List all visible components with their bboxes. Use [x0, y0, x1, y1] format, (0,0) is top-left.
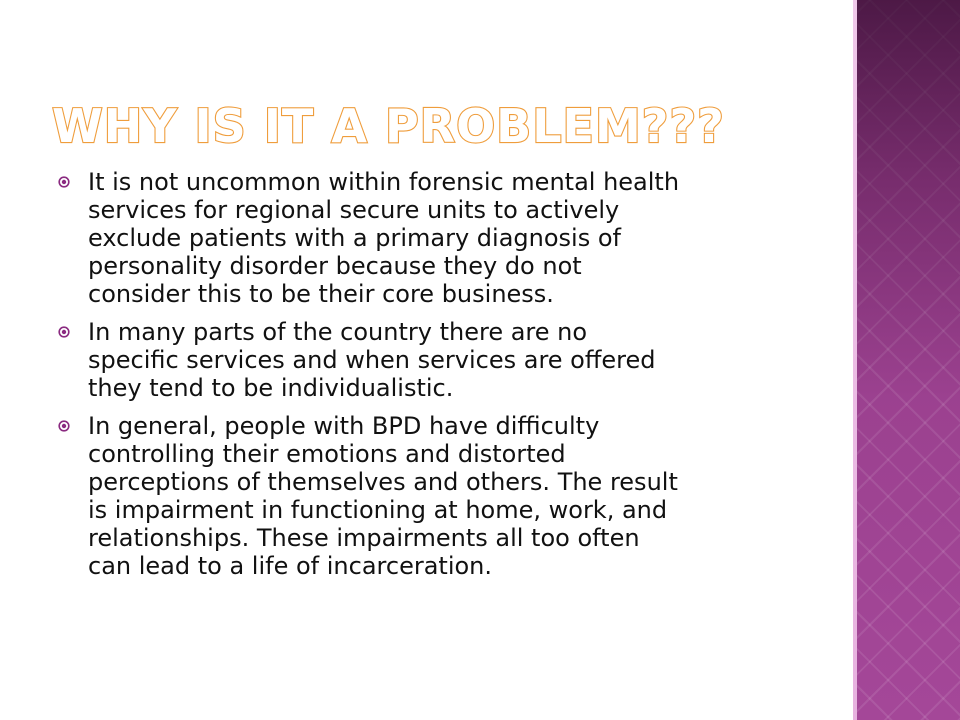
bullet-line: In many parts of the country there are no	[88, 318, 588, 346]
circled-dot-bullet-icon	[58, 326, 70, 338]
bullet-line: consider this to be their core business.	[88, 280, 554, 308]
slide-title-text: WHY IS IT A PROBLEM???	[52, 99, 725, 153]
bullet-line: services for regional secure units to actively	[88, 196, 620, 224]
circled-dot-bullet-icon	[58, 176, 70, 188]
slide-title	[50, 92, 725, 154]
side-panel-edge	[853, 0, 857, 720]
bullet-line: relationships. These impairments all too often	[88, 524, 640, 552]
bullet-line: is impairment in functioning at home, work, and	[88, 496, 668, 524]
bullet-line: It is not uncommon within forensic mental health	[88, 168, 680, 196]
decorative-side-panel	[853, 0, 960, 720]
bullet-item	[52, 318, 812, 402]
bullet-line: personality disorder because they do not	[88, 252, 582, 280]
bullet-line: can lead to a life of incarceration.	[88, 552, 493, 580]
bullet-item	[52, 168, 812, 308]
bullet-line: In general, people with BPD have difficulty	[88, 412, 600, 440]
bullet-list	[52, 168, 812, 590]
bullet-line: perceptions of themselves and others. The result	[88, 468, 678, 496]
bullet-line: exclude patients with a primary diagnosis of	[88, 224, 621, 252]
bullet-line: specific services and when services are offered	[88, 346, 656, 374]
bullet-line: controlling their emotions and distorted	[88, 440, 566, 468]
bullet-line: they tend to be individualistic.	[88, 374, 454, 402]
bullet-item	[52, 412, 812, 580]
circled-dot-bullet-icon	[58, 420, 70, 432]
